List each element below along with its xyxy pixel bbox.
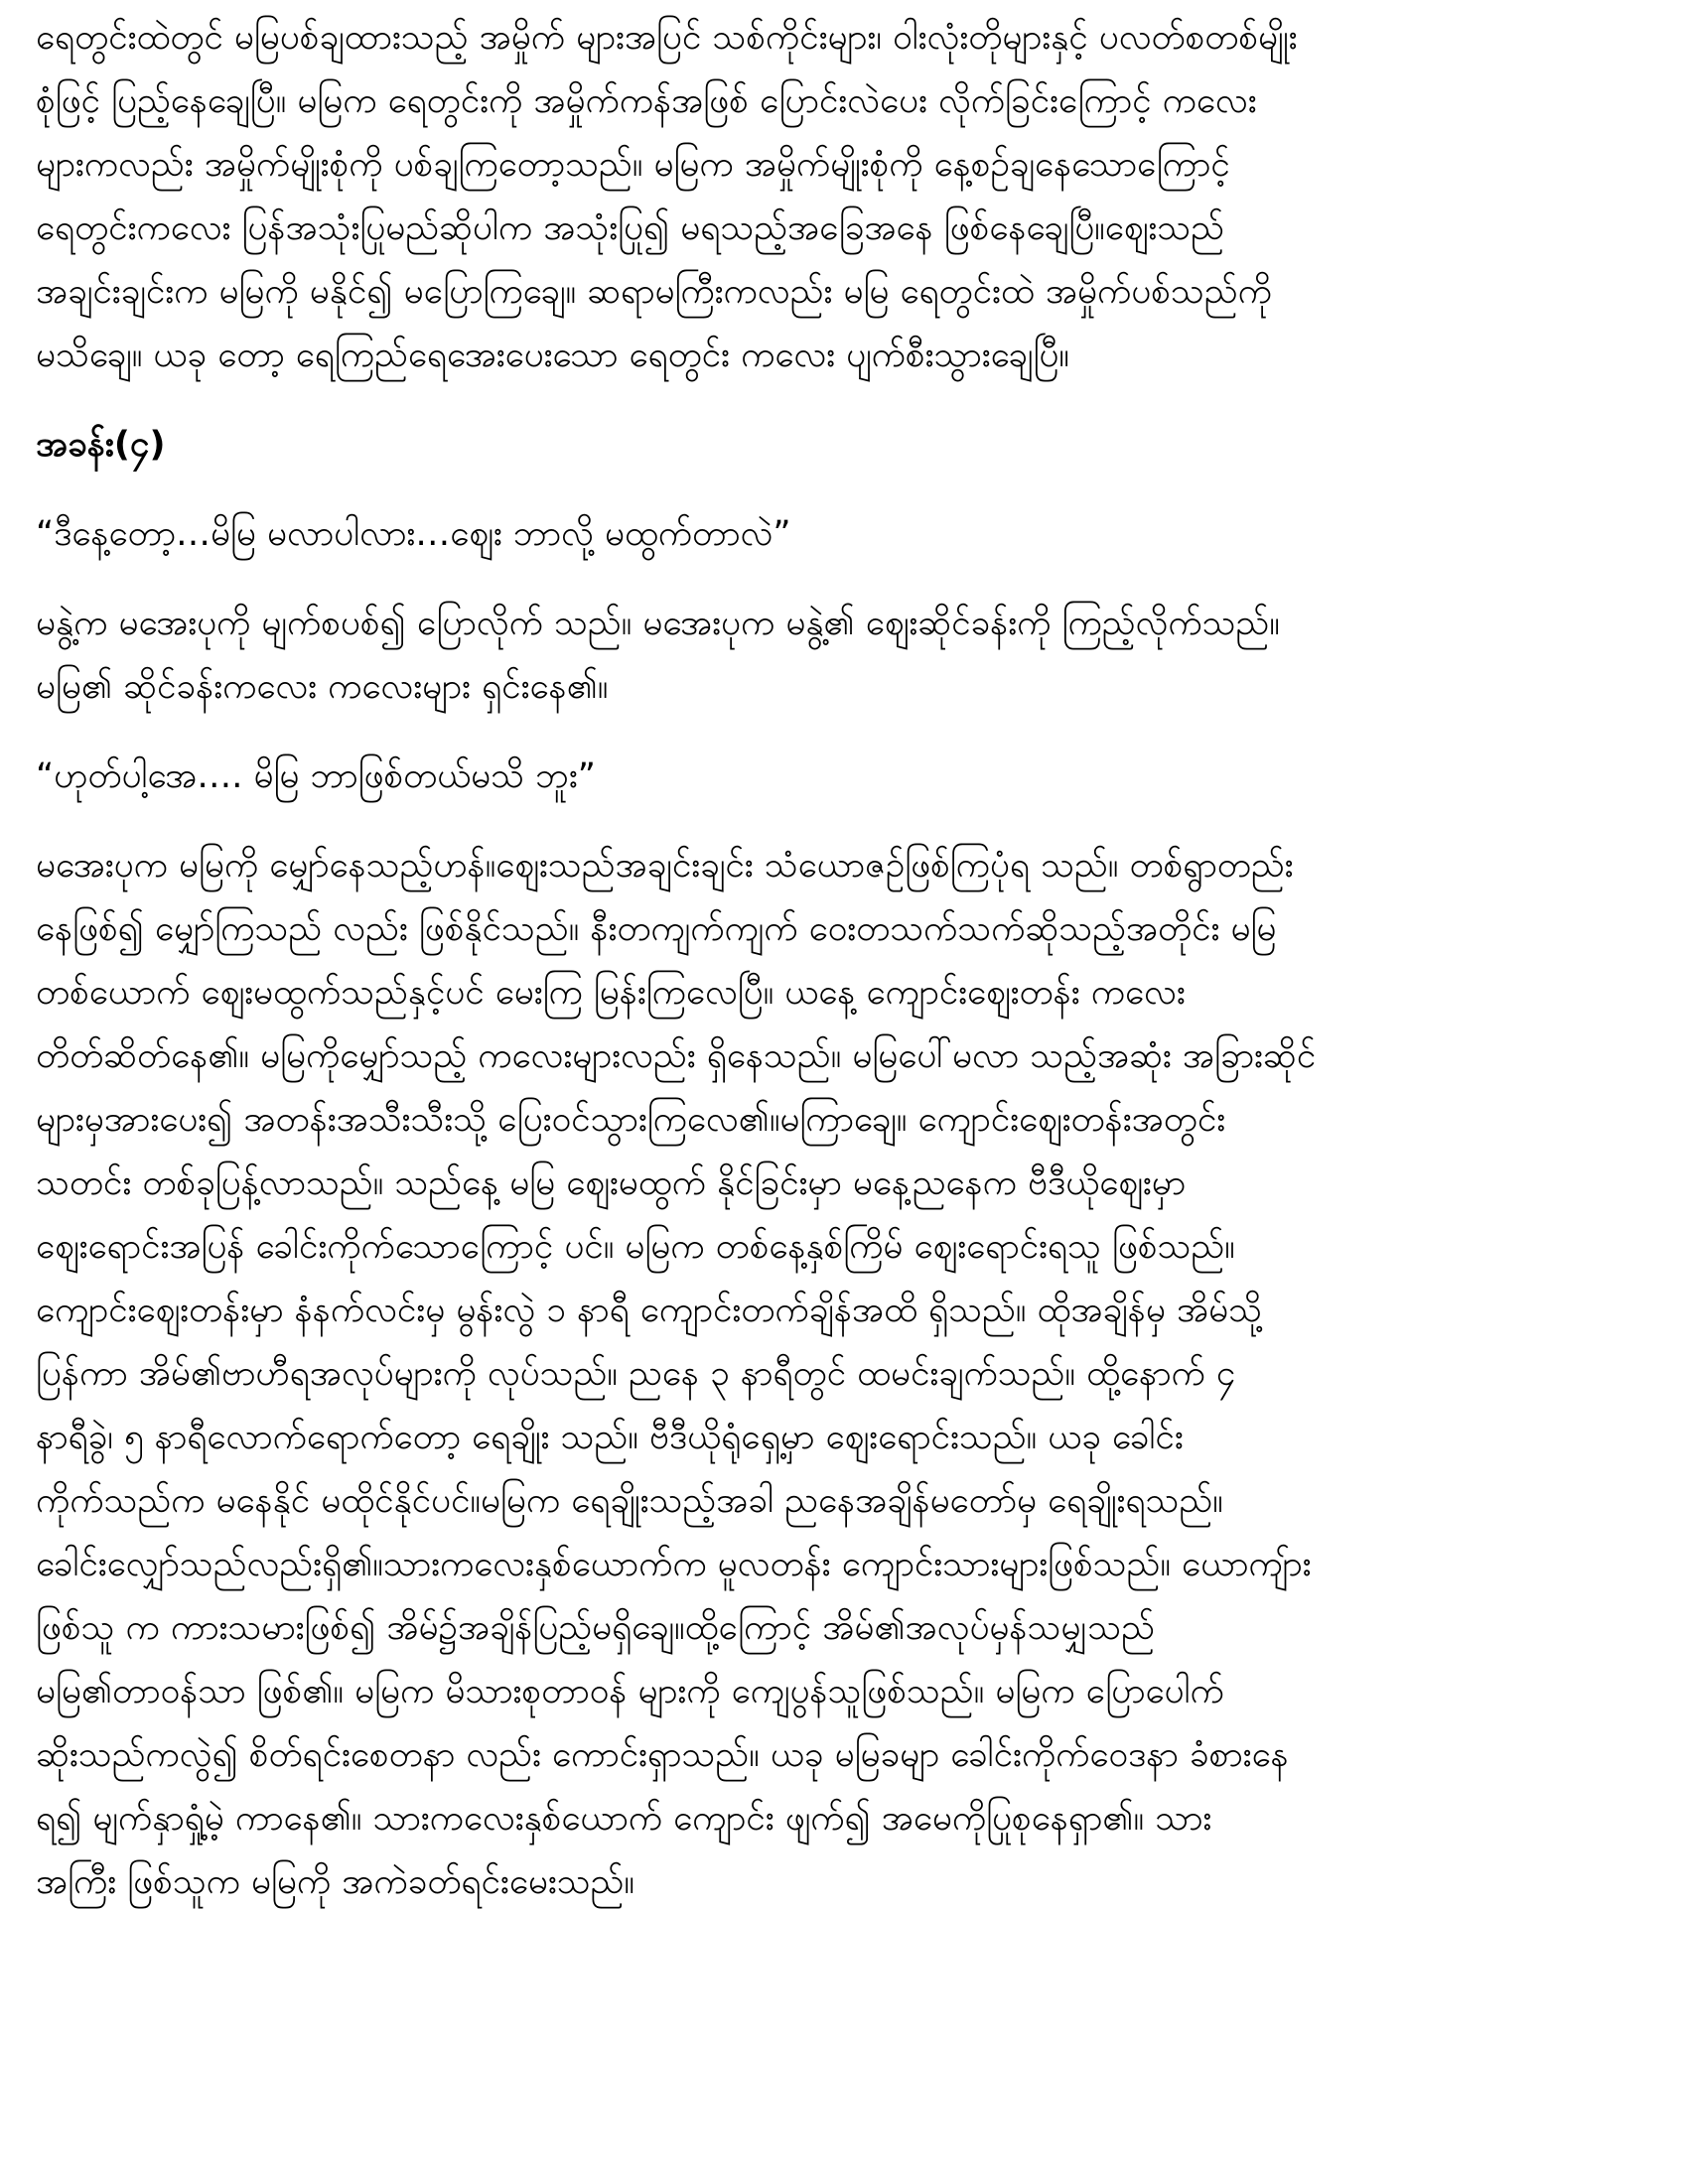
text-line: အခန်း(၄) (36, 425, 166, 465)
text-line: များကလည်း အမှိုက်မျိုးစုံကို ပစ်ချကြတော့သည်။ မမြက အမှိုက်မျိုးစုံကို နေ့စဉ်ချနေသောကြောင့် (36, 145, 1230, 185)
text-line: နာရီခွဲ၊ ၅ နာရီလောက်ရောက်တော့ ရေချိုး သည်။ ဗီဒီယိုရုံရှေ့မှာ ဈေးရောင်းသည်။ ယခု ခေါင်း (36, 1418, 1184, 1457)
text-line: မမြ၏ ဆိုင်ခန်းကလေး ကလေးများ ရှင်းနေ၏။ (36, 667, 609, 707)
text-line: များမှအားပေး၍ အတန်းအသီးသီးသို့ ပြေးဝင်သွားကြလေ၏။မကြာချေ။ ကျောင်းဈေးတန်းအတွင်း (36, 1100, 1226, 1140)
text-line: မအေးပုက မမြကို မျှော်နေသည့်ဟန်။ဈေးသည်အချင်းချင်း သံယောဇဉ်ဖြစ်ကြပုံရ သည်။ တစ်ရွာတည်း (36, 846, 1294, 886)
text-line: ပြန်ကာ အိမ်၏ဗာဟီရအလုပ်များကို လုပ်သည်။ ညနေ ၃ နာရီတွင် ထမင်းချက်သည်။ ထို့နောက် ၄ (36, 1354, 1236, 1394)
text-line: ကိုက်သည်က မနေနိုင် မထိုင်နိုင်ပင်။မမြက ရေချိုးသည့်အခါ ညနေအချိန်မတော်မှ ရေချိုးရသည်။ (36, 1481, 1223, 1521)
paragraph (36, 6, 1654, 387)
text-line: ရ၍ မျက်နှာရှုံ့မဲ့ ကာနေ၏။ သားကလေးနှစ်ယောက် ကျောင်း ဖျက်၍ အမေကိုပြုစုနေရှာ၏။ သား (36, 1799, 1212, 1839)
text-line: အချင်းချင်းက မမြကို မနိုင်၍ မပြောကြချေ။ ဆရာမကြီးကလည်း မမြ ရေတွင်းထဲ အမှိုက်ပစ်သည်ကို (36, 272, 1272, 312)
text-line: ရေတွင်းထဲတွင် မမြပစ်ချထားသည့် အမှိုက် များအပြင် သစ်ကိုင်းများ၊ ဝါးလုံးတိုများနှင့် ပလတ်စတစ်မျိုး (36, 18, 1298, 58)
text-line: ဈေးရောင်းအပြန် ခေါင်းကိုက်သောကြောင့် ပင်။ မမြက တစ်နေ့နှစ်ကြိမ် ဈေးရောင်းရသူ ဖြစ်သည်။ (36, 1227, 1235, 1267)
text-line: ရေတွင်းကလေး ပြန်အသုံးပြုမည်ဆိုပါက အသုံးပြု၍ မရသည့်အခြေအနေ ဖြစ်နေချေပြီ။ဈေးသည် (36, 208, 1224, 248)
text-line: မသိချေ။ ယခု တော့ ရေကြည်ရေအေးပေးသော ရေတွင်း ကလေး ပျက်စီးသွားချေပြီ။ (36, 336, 1069, 375)
text-line: ဖြစ်သူ က ကားသမားဖြစ်၍ အိမ်၌အချိန်ပြည့်မရှိချေ။ထို့ကြောင့် အိမ်၏အလုပ်မှန်သမျှသည် (36, 1608, 1155, 1648)
paragraph (36, 592, 1654, 719)
text-line: တိတ်ဆိတ်နေ၏။ မမြကိုမျှော်သည့် ကလေးများလည်း ရှိနေသည်။ မမြပေါ်မလာ သည့်အဆုံး အခြားဆိုင် (36, 1036, 1317, 1076)
paragraph (36, 745, 1654, 808)
text-line: မနွဲ့က မအေးပုကို မျက်စပစ်၍ ပြောလိုက် သည်။ မအေးပုက မနွဲ့၏ ဈေးဆိုင်ခန်းကို ကြည့်လိုက်သည်။ (36, 604, 1280, 643)
text-line: “ဟုတ်ပါ့အေ…. မိမြ ဘာဖြစ်တယ်မသိ ဘူး” (36, 756, 596, 796)
text-line: အကြီး ဖြစ်သူက မမြကို အကဲခတ်ရင်းမေးသည်။ (36, 1862, 634, 1902)
text-line: တစ်ယောက် ဈေးမထွက်သည်နှင့်ပင် မေးကြ မြန်းကြလေပြီ။ ယနေ့ ကျောင်းဈေးတန်း ကလေး (36, 973, 1186, 1013)
paragraph (36, 834, 1654, 1914)
text-line: “ဒီနေ့တော့…မိမြ မလာပါလား…ဈေး ဘာလို့ မထွက်တာလဲ” (36, 514, 791, 554)
text-line: သတင်း တစ်ခုပြန့်လာသည်။ သည်နေ့ မမြ ဈေးမထွက် နိုင်ခြင်းမှာ မနေ့ညနေက ဗီဒီယိုဈေးမှာ (36, 1163, 1187, 1203)
text-line: ကျောင်းဈေးတန်းမှာ နံနက်လင်းမှ မွန်းလွဲ ၁ နာရီ ကျောင်းတက်ချိန်အထိ ရှိသည်။ ထိုအချိန်မှ အိမ်သို့ (36, 1291, 1262, 1330)
text-line: ဆိုးသည်ကလွဲ၍ စိတ်ရင်းစေတနာ လည်း ကောင်းရှာသည်။ ယခု မမြခမျာ ခေါင်းကိုက်ဝေဒနာ ခံစားနေ (36, 1735, 1289, 1775)
text-line: နေဖြစ်၍ မျှော်ကြသည် လည်း ဖြစ်နိုင်သည်။ နီးတကျက်ကျက် ဝေးတသက်သက်ဆိုသည့်အတိုင်း မမြ (36, 909, 1277, 949)
paragraph (36, 502, 1654, 566)
text-line: စုံဖြင့် ပြည့်နေချေပြီ။ မမြက ရေတွင်းကို အမှိုက်ကန်အဖြစ် ပြောင်းလဲပေး လိုက်ခြင်းကြောင့် ကလေး (36, 81, 1257, 121)
text-line: ခေါင်းလျှော်သည်လည်းရှိ၏။သားကလေးနှစ်ယောက်က မူလတန်း ကျောင်းသားများဖြစ်သည်။ ယောကျ်ား (36, 1545, 1312, 1584)
document-page (36, 6, 1654, 1940)
text-line: မမြ၏တာဝန်သာ ဖြစ်၏။ မမြက မိသားစုတာဝန် များကို ကျေပွန်သူဖြစ်သည်။ မမြက ပြောပေါက် (36, 1672, 1224, 1711)
chapter-heading (36, 413, 1654, 477)
